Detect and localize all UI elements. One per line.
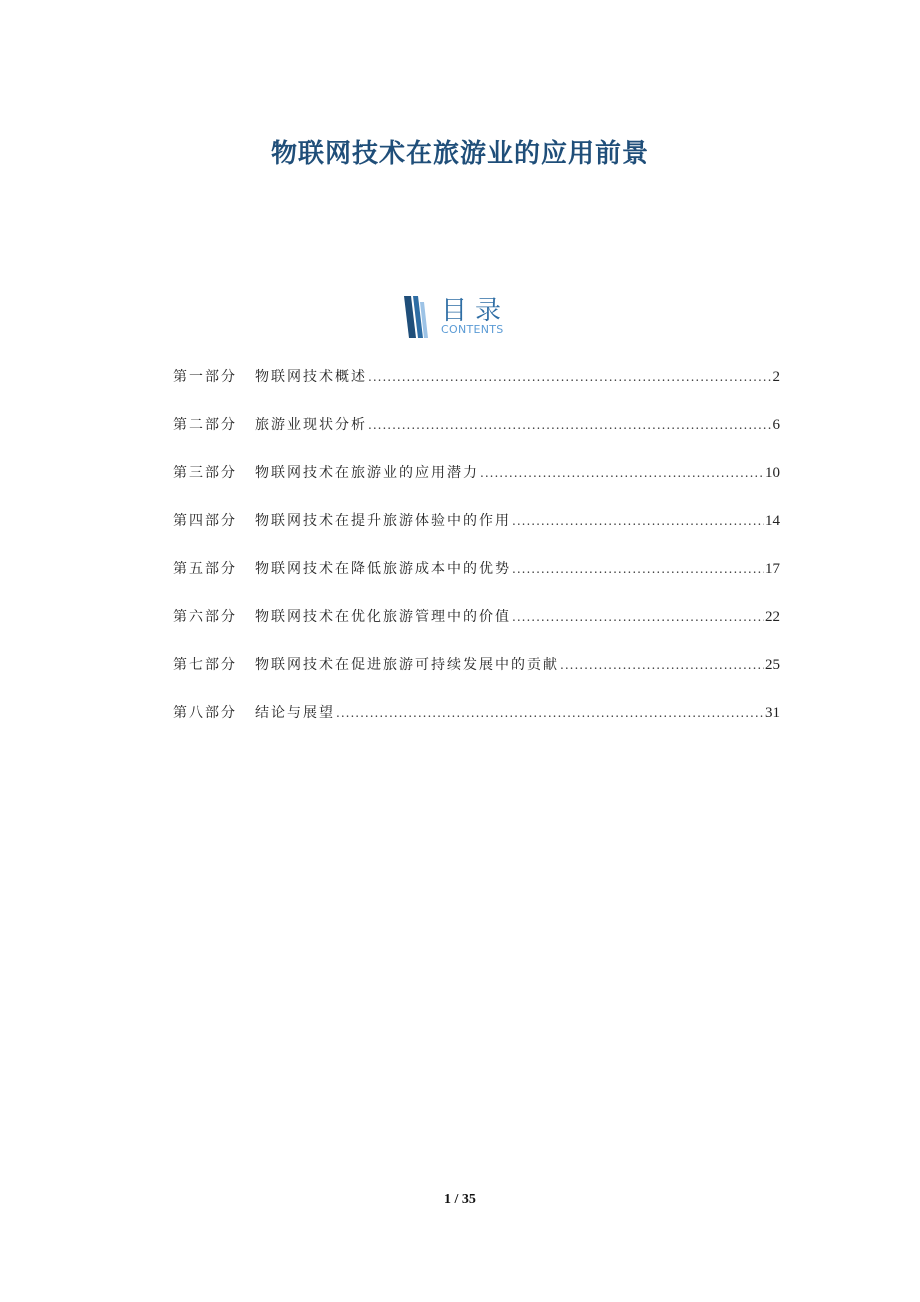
toc-entry-title: 物联网技术在提升旅游体验中的作用 — [255, 513, 511, 529]
toc-dot-leader — [512, 610, 764, 624]
toc-header — [404, 294, 544, 340]
toc-entry-title: 结论与展望 — [255, 705, 335, 721]
toc-dot-leader — [512, 514, 764, 528]
toc-entry-7[interactable] — [173, 654, 780, 702]
toc-entry-part: 第六部分 — [173, 609, 237, 625]
toc-heading: 目录 — [441, 296, 510, 326]
toc-entry-title: 物联网技术在旅游业的应用潜力 — [255, 465, 479, 481]
toc-entry-title: 物联网技术在降低旅游成本中的优势 — [255, 561, 511, 577]
toc-entry-page: 6 — [772, 417, 780, 433]
toc-entry-title: 物联网技术在促进旅游可持续发展中的贡献 — [255, 657, 559, 673]
toc-entry-page: 14 — [765, 513, 780, 529]
toc-entry-part: 第五部分 — [173, 561, 237, 577]
toc-entry-title: 物联网技术概述 — [255, 369, 367, 385]
toc-entry-4[interactable] — [173, 510, 780, 558]
toc-dot-leader — [336, 706, 764, 720]
page-number: 1 / 35 — [444, 1192, 476, 1207]
toc-entry-page: 25 — [765, 657, 780, 673]
toc-entry-part: 第八部分 — [173, 705, 237, 721]
toc-entry-3[interactable] — [173, 462, 780, 510]
toc-entry-2[interactable] — [173, 414, 780, 462]
toc-entry-page: 2 — [772, 369, 780, 385]
document-title: 物联网技术在旅游业的应用前景 — [270, 139, 649, 170]
toc-dot-leader — [368, 370, 772, 384]
toc-entry-part: 第七部分 — [173, 657, 237, 673]
toc-subheading: CONTENTS — [441, 323, 504, 336]
toc-entry-8[interactable] — [173, 702, 780, 750]
toc-dot-leader — [368, 418, 772, 432]
toc-entry-part: 第二部分 — [173, 417, 237, 433]
toc-entry-6[interactable] — [173, 606, 780, 654]
toc-entry-title: 旅游业现状分析 — [255, 417, 367, 433]
toc-entry-page: 17 — [765, 561, 780, 577]
toc-dot-leader — [480, 466, 764, 480]
toc-entry-part: 第一部分 — [173, 369, 237, 385]
table-of-contents — [173, 366, 780, 750]
toc-dot-leader — [560, 658, 764, 672]
toc-entry-page: 22 — [765, 609, 780, 625]
toc-dot-leader — [512, 562, 764, 576]
toc-entry-title: 物联网技术在优化旅游管理中的价值 — [255, 609, 511, 625]
toc-entry-part: 第四部分 — [173, 513, 237, 529]
toc-entry-page: 31 — [765, 705, 780, 721]
toc-entry-part: 第三部分 — [173, 465, 237, 481]
toc-entry-1[interactable] — [173, 366, 780, 414]
book-stripe-icon — [404, 296, 430, 338]
toc-entry-page: 10 — [765, 465, 780, 481]
toc-entry-5[interactable] — [173, 558, 780, 606]
